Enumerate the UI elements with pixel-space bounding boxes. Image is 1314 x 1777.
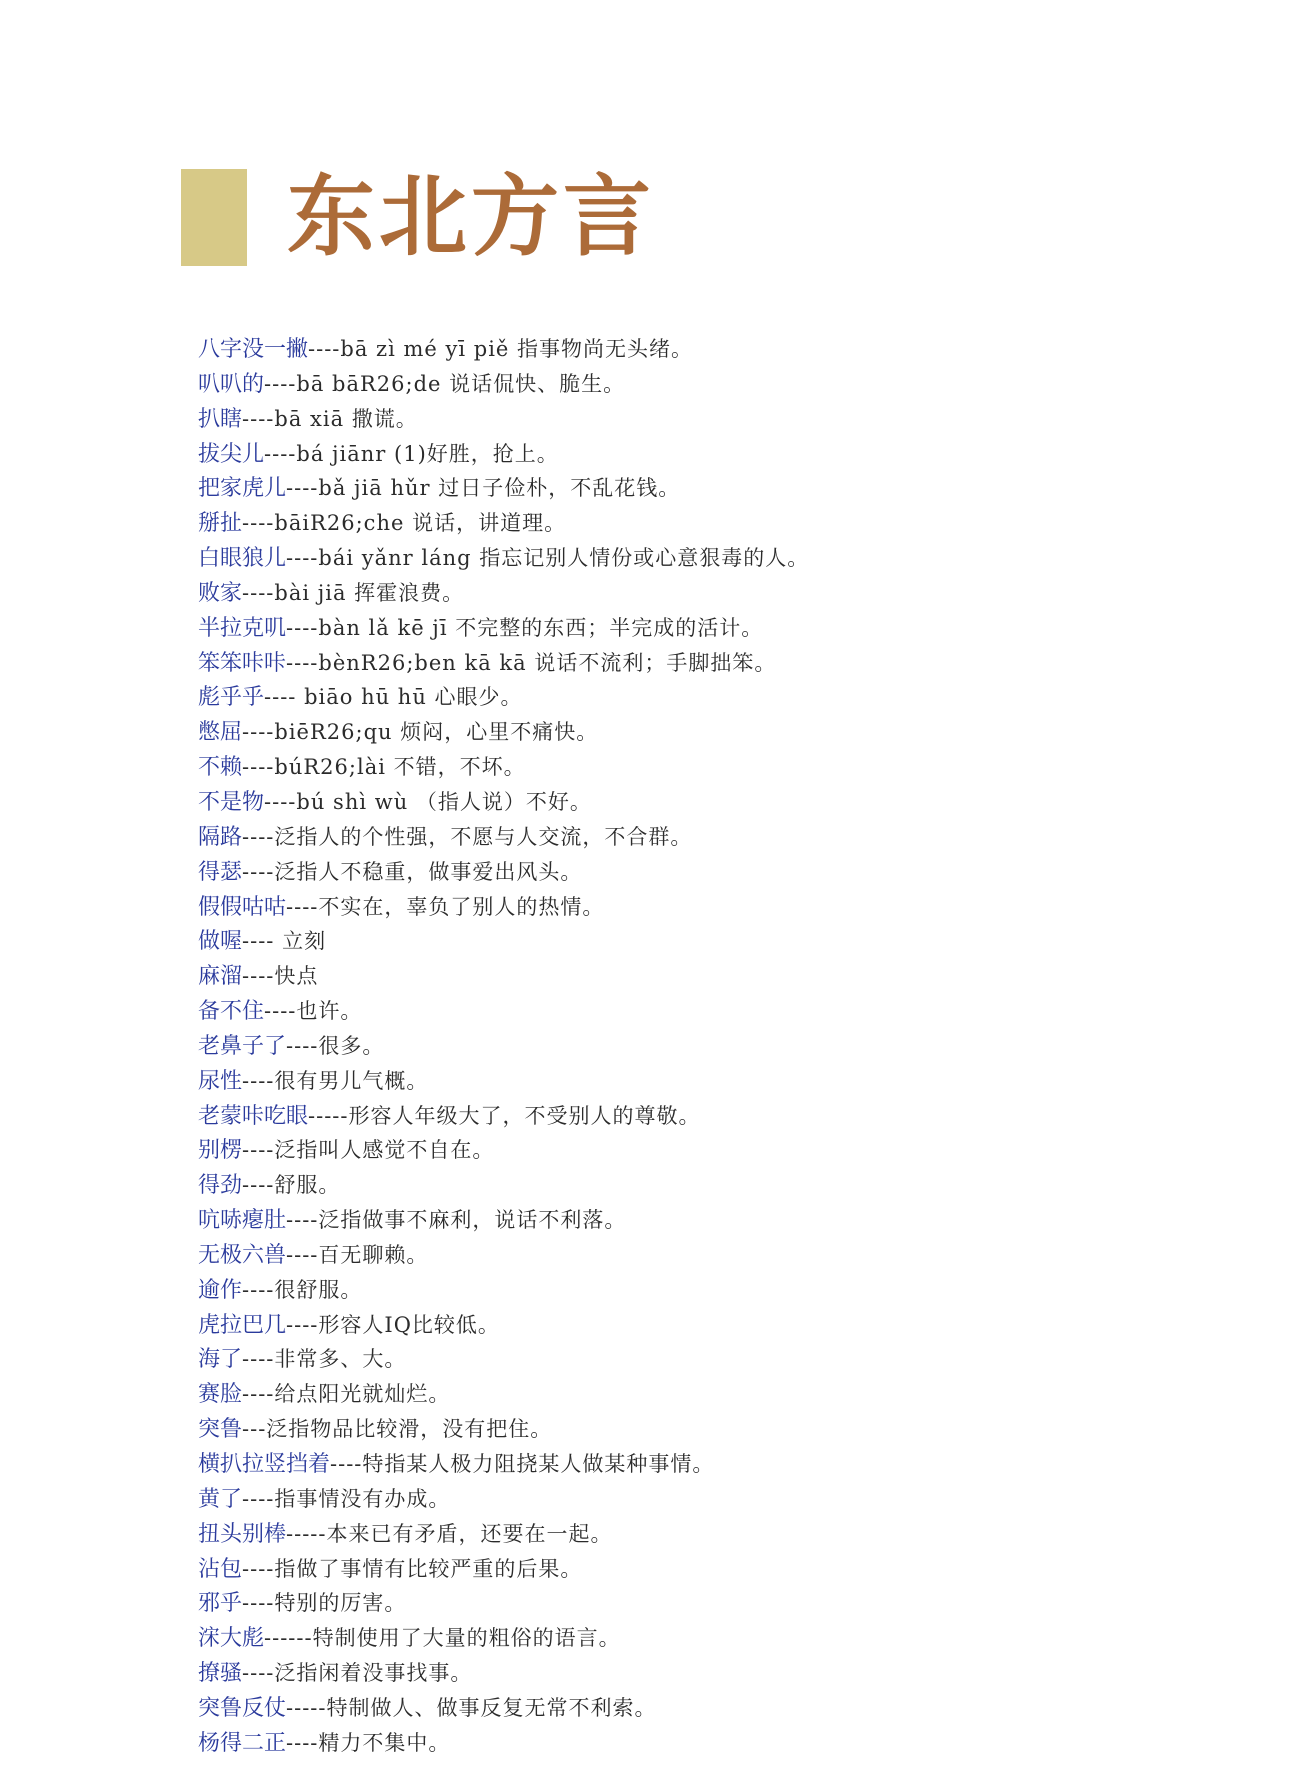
list-item bbox=[198, 959, 809, 994]
dialect-term: 叭叭的 bbox=[198, 371, 265, 397]
dialect-definition: ----舒服。 bbox=[242, 1173, 341, 1198]
dialect-term: 黄了 bbox=[198, 1486, 243, 1512]
dialect-definition: ----指事情没有办成。 bbox=[242, 1486, 451, 1511]
dialect-definition: ----也许。 bbox=[264, 999, 363, 1024]
dialect-definition: ----指做了事情有比较严重的后果。 bbox=[242, 1556, 583, 1581]
list-item bbox=[198, 680, 809, 715]
dialect-definition: -----本来已有矛盾，还要在一起。 bbox=[286, 1521, 613, 1546]
list-item bbox=[198, 890, 809, 925]
dialect-definition: ----bǎ jiā hǔr 过日子俭朴，不乱花钱。 bbox=[286, 476, 681, 501]
list-item bbox=[198, 1203, 809, 1238]
dialect-definition: ----泛指闲着没事找事。 bbox=[242, 1661, 473, 1686]
dialect-term: 邪乎 bbox=[198, 1591, 243, 1617]
list-item bbox=[198, 1552, 809, 1587]
dialect-term: 败家 bbox=[198, 580, 243, 606]
list-item bbox=[198, 576, 809, 611]
dialect-definition: ----bàn lǎ kē jī 不完整的东西；半完成的活计。 bbox=[286, 615, 764, 640]
list-item bbox=[198, 855, 809, 890]
dialect-term: 得劲 bbox=[198, 1173, 243, 1199]
dialect-definition: ----泛指人的个性强，不愿与人交流，不合群。 bbox=[242, 824, 693, 849]
list-item bbox=[198, 820, 809, 855]
list-item bbox=[198, 1238, 809, 1273]
dialect-term: 笨笨咔咔 bbox=[198, 650, 287, 676]
dialect-term: 虎拉巴几 bbox=[198, 1312, 287, 1338]
dialect-term: 白眼狼儿 bbox=[198, 546, 287, 572]
dialect-definition: ----很多。 bbox=[286, 1033, 385, 1058]
dialect-definition: ----bāiR26;che 说话，讲道理。 bbox=[242, 511, 567, 536]
dialect-term: 突鲁 bbox=[198, 1417, 243, 1443]
dialect-term: 老蒙咔吃眼 bbox=[198, 1103, 309, 1129]
list-item bbox=[198, 1726, 809, 1761]
dialect-definition: ----形容人IQ比较低。 bbox=[286, 1312, 500, 1337]
dialect-term: 掰扯 bbox=[198, 511, 243, 537]
dialect-definition: ----bái yǎnr láng 指忘记别人情份或心意狠毒的人。 bbox=[286, 546, 810, 571]
dialect-definition: ----bènR26;ben kā kā 说话不流利；手脚拙笨。 bbox=[286, 650, 777, 675]
dialect-term: 赛脸 bbox=[198, 1382, 243, 1408]
dialect-term: 扒瞎 bbox=[198, 406, 243, 432]
dialect-term: 憋屈 bbox=[198, 720, 243, 746]
dialect-definition: ----百无聊赖。 bbox=[286, 1242, 429, 1267]
list-item bbox=[198, 1691, 809, 1726]
list-item bbox=[198, 1412, 809, 1447]
dialect-definition: ----bā bāR26;de 说话侃快、脆生。 bbox=[264, 371, 626, 396]
dialect-term: 扭头别棒 bbox=[198, 1521, 287, 1547]
list-item bbox=[198, 1168, 809, 1203]
dialect-term: 横扒拉竖挡着 bbox=[198, 1452, 331, 1477]
list-item bbox=[198, 1517, 809, 1552]
dialect-definition: ----特指某人极力阻挠某人做某种事情。 bbox=[330, 1452, 715, 1476]
dialect-definition: ----很舒服。 bbox=[242, 1277, 363, 1302]
dialect-term: 尿性 bbox=[198, 1068, 243, 1094]
dialect-definition: ----非常多、大。 bbox=[242, 1347, 407, 1372]
list-item bbox=[198, 1447, 809, 1482]
dialect-term: 彪乎乎 bbox=[198, 685, 265, 711]
list-item bbox=[198, 994, 809, 1029]
dialect-definition: ----特别的厉害。 bbox=[242, 1591, 407, 1616]
list-item bbox=[198, 1133, 809, 1168]
list-item bbox=[198, 506, 809, 541]
dialect-term: 麻溜 bbox=[198, 964, 243, 990]
dialect-definition: ---- 立刻 bbox=[242, 929, 327, 954]
dialect-definition: -----形容人年级大了，不受别人的尊敬。 bbox=[308, 1103, 701, 1128]
dialect-term: 拔尖儿 bbox=[198, 441, 265, 467]
title-accent-block bbox=[181, 169, 247, 266]
list-item bbox=[198, 471, 809, 506]
dialect-definition: ---- biāo hū hū 心眼少。 bbox=[264, 685, 523, 710]
dialect-term: 隔路 bbox=[198, 824, 243, 850]
dialect-definition: ----泛指做事不麻利，说话不利落。 bbox=[286, 1208, 627, 1233]
dialect-term: 半拉克叽 bbox=[198, 615, 287, 641]
list-item bbox=[198, 1482, 809, 1517]
list-item bbox=[198, 1342, 809, 1377]
list-item bbox=[198, 1621, 809, 1656]
dialect-term: 老鼻子了 bbox=[198, 1033, 287, 1059]
dialect-definition: ----泛指人不稳重，做事爱出风头。 bbox=[242, 859, 583, 884]
dialect-term: 得瑟 bbox=[198, 859, 243, 885]
list-item bbox=[198, 785, 809, 820]
list-item bbox=[198, 402, 809, 437]
dialect-definition: ----búR26;lài 不错，不坏。 bbox=[242, 755, 526, 780]
dialect-definition: ----bá jiānr (1)好胜，抢上。 bbox=[264, 441, 559, 466]
dialect-term: 逾作 bbox=[198, 1277, 243, 1303]
dialect-term: 做喔 bbox=[198, 929, 243, 955]
list-item bbox=[198, 1586, 809, 1621]
dialect-term: 备不住 bbox=[198, 999, 265, 1025]
dialect-term: 杨得二正 bbox=[198, 1730, 287, 1756]
list-item bbox=[198, 750, 809, 785]
dialect-definition: ----biēR26;qu 烦闷，心里不痛快。 bbox=[242, 720, 599, 745]
dialect-definition: ----精力不集中。 bbox=[286, 1730, 451, 1755]
dialect-term: 不是物 bbox=[198, 789, 265, 815]
dialect-term: 无极六兽 bbox=[198, 1242, 287, 1268]
dialect-definition: ----快点 bbox=[242, 964, 319, 989]
dialect-definition: ----不实在，辜负了别人的热情。 bbox=[286, 894, 605, 919]
dialect-term: 突鲁反仗 bbox=[198, 1695, 287, 1721]
list-item bbox=[198, 1308, 809, 1343]
dialect-definition: ----bú shì wù （指人说）不好。 bbox=[264, 789, 592, 814]
list-item bbox=[198, 437, 809, 472]
list-item bbox=[198, 332, 809, 367]
dialect-definition: -----特制做人、做事反复无常不利索。 bbox=[286, 1695, 657, 1720]
dialect-definition: ---泛指物品比较滑，没有把住。 bbox=[242, 1417, 553, 1442]
list-item bbox=[198, 1064, 809, 1099]
dialect-definition: ----bài jiā 挥霍浪费。 bbox=[242, 580, 465, 605]
list-item bbox=[198, 646, 809, 681]
list-item bbox=[198, 367, 809, 402]
list-item bbox=[198, 1377, 809, 1412]
dialect-term: 沾包 bbox=[198, 1556, 243, 1582]
dialect-term: 撩骚 bbox=[198, 1661, 243, 1687]
dialect-definition: ----泛指叫人感觉不自在。 bbox=[242, 1138, 495, 1163]
dialect-definition: ------特制使用了大量的粗俗的语言。 bbox=[264, 1626, 621, 1651]
dialect-list bbox=[198, 332, 809, 1761]
list-item bbox=[198, 1099, 809, 1134]
dialect-term: 浨大彪 bbox=[198, 1626, 265, 1652]
list-item bbox=[198, 611, 809, 646]
dialect-term: 八字没一撇 bbox=[198, 337, 309, 362]
dialect-definition: ----很有男儿气概。 bbox=[242, 1068, 429, 1093]
dialect-term: 海了 bbox=[198, 1347, 243, 1373]
list-item bbox=[198, 1273, 809, 1308]
list-item bbox=[198, 924, 809, 959]
dialect-term: 别楞 bbox=[198, 1138, 243, 1164]
list-item bbox=[198, 715, 809, 750]
list-item bbox=[198, 1029, 809, 1064]
dialect-definition: ----给点阳光就灿烂。 bbox=[242, 1382, 451, 1407]
page-title: 东北方言 bbox=[287, 165, 656, 268]
dialect-definition: ----bā xiā 撒谎。 bbox=[242, 406, 418, 431]
dialect-term: 不赖 bbox=[198, 755, 243, 781]
dialect-term: 吭哧瘪肚 bbox=[198, 1208, 287, 1234]
dialect-definition: ----bā zì mé yī piě 指事物尚无头绪。 bbox=[308, 337, 694, 361]
dialect-term: 假假咕咕 bbox=[198, 894, 287, 920]
list-item bbox=[198, 541, 809, 576]
dialect-term: 把家虎儿 bbox=[198, 476, 287, 502]
list-item bbox=[198, 1656, 809, 1691]
